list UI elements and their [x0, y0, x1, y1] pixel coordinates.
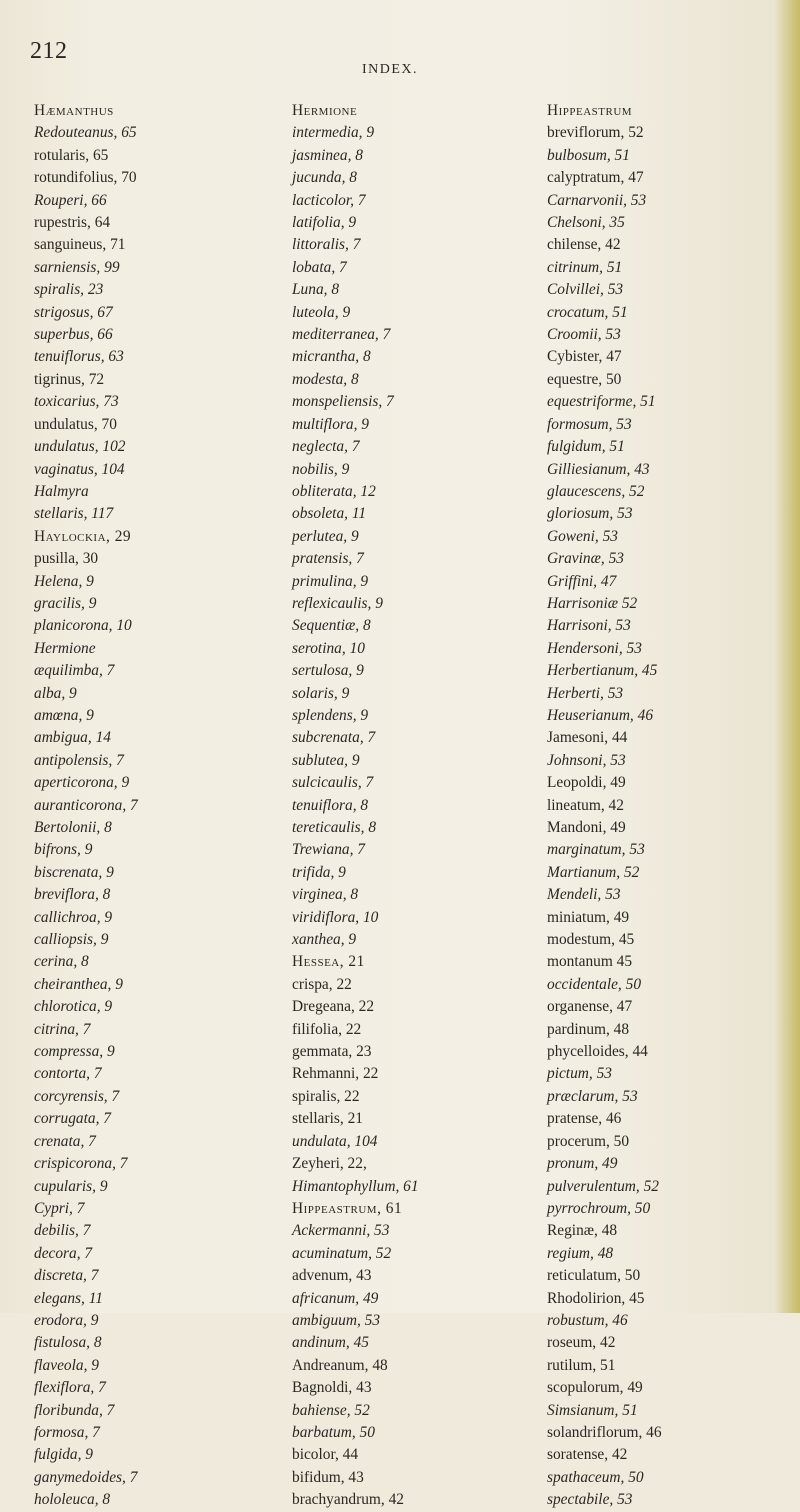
index-entry: spiralis, 23 [34, 281, 104, 299]
index-entry: corrugata, 7 [34, 1110, 111, 1128]
index-entry: chilense, 42 [547, 236, 621, 254]
index-entry: Croomii, 53 [547, 326, 621, 344]
index-entry: calliopsis, 9 [34, 931, 109, 949]
index-entry: gloriosum, 53 [547, 505, 633, 523]
running-head: INDEX. [362, 62, 419, 77]
index-entry: ganymedoides, 7 [34, 1468, 138, 1486]
index-entry: flexiflora, 7 [34, 1379, 106, 1397]
index-entry: Rhodolirion, 45 [547, 1289, 645, 1307]
index-entry: compressa, 9 [34, 1043, 115, 1061]
index-entry: undulatus, 70 [34, 415, 117, 433]
index-entry: fulgida, 9 [34, 1446, 93, 1464]
index-entry: crispicorona, 7 [34, 1155, 128, 1173]
index-entry: subcrenata, 7 [292, 729, 376, 747]
index-entry: rutilum, 51 [547, 1356, 616, 1374]
index-entry: elegans, 11 [34, 1289, 103, 1307]
index-entry: undulatus, 102 [34, 438, 126, 456]
index-entry: rupestris, 64 [34, 214, 111, 232]
index-entry: flaveola, 9 [34, 1356, 99, 1374]
index-entry: Rehmanni, 22 [292, 1065, 379, 1083]
index-entry: Griffini, 47 [547, 572, 617, 590]
index-entry: callichroa, 9 [34, 908, 113, 926]
index-entry: æquilimba, 7 [34, 662, 115, 680]
index-entry: cupularis, 9 [34, 1177, 108, 1195]
index-entry: Hermione [34, 639, 96, 657]
index-entry: miniatum, 49 [547, 908, 630, 926]
index-entry: Herberti, 53 [547, 684, 624, 702]
index-entry: rotularis, 65 [34, 146, 109, 164]
index-entry: Halmyra [34, 482, 89, 500]
index-entry: Himantophyllum, 61 [292, 1177, 419, 1195]
index-entry: pronum, 49 [547, 1155, 618, 1173]
index-entry: Cypri, 7 [34, 1199, 85, 1217]
index-entry: corcyrensis, 7 [34, 1087, 120, 1105]
index-entry: Herbertianum, 45 [547, 662, 658, 680]
index-column-1 [34, 100, 264, 1512]
index-entry: sulcicaulis, 7 [292, 774, 374, 792]
index-entry: acuminatum, 52 [292, 1244, 392, 1262]
index-entry: toxicarius, 73 [34, 393, 119, 411]
index-entry: Dregeana, 22 [292, 998, 375, 1016]
index-entry: modestum, 45 [547, 931, 635, 949]
index-entry: Rouperi, 66 [34, 191, 107, 209]
index-entry: bulbosum, 51 [547, 146, 630, 164]
index-entry: solandriflorum, 46 [547, 1423, 662, 1441]
index-entry: Mandoni, 49 [547, 819, 626, 836]
index-entry: decora, 7 [34, 1244, 93, 1262]
index-entry: Harrisoni, 53 [547, 617, 631, 635]
index-entry: contorta, 7 [34, 1065, 102, 1083]
index-entry: multiflora, 9 [292, 415, 369, 433]
index-entry: splendens, 9 [292, 706, 369, 724]
index-entry: serotina, 10 [292, 639, 365, 657]
index-entry: bifrons, 9 [34, 841, 93, 859]
index-entry: tigrinus, 72 [34, 370, 105, 388]
index-entry: rotundifolius, 70 [34, 169, 137, 187]
index-entry: calyptratum, 47 [547, 169, 644, 187]
index-entry: Simsianum, 51 [547, 1401, 638, 1419]
index-entry: primulina, 9 [292, 572, 369, 590]
index-entry: phycelloides, 44 [547, 1043, 648, 1061]
index-entry: Harrisoniæ 52 [547, 594, 638, 612]
index-entry: africanum, 49 [292, 1289, 379, 1307]
index-entry: littoralis, 7 [292, 236, 361, 254]
index-entry: ambigua, 14 [34, 729, 111, 747]
index-entry: Jamesoni, 44 [547, 729, 628, 747]
index-heading: Haylockia, 29 [34, 527, 132, 545]
index-entry: discreta, 7 [34, 1267, 99, 1285]
index-entry: pardinum, 48 [547, 1020, 630, 1038]
index-entry: breviflorum, 52 [547, 124, 644, 142]
index-entry: gracilis, 9 [34, 594, 97, 612]
index-entry: jasminea, 8 [292, 146, 363, 164]
index-entry: equestriforme, 51 [547, 393, 656, 411]
index-entry: xanthea, 9 [292, 931, 357, 949]
index-entry: stellaris, 21 [292, 1110, 363, 1128]
index-entry: erodora, 9 [34, 1311, 99, 1329]
index-entry: Leopoldi, 49 [547, 774, 626, 792]
index-entry: lineatum, 42 [547, 796, 624, 814]
index-entry: hololeuca, 8 [34, 1491, 111, 1509]
index-entry: bicolor, 44 [292, 1446, 359, 1464]
index-entry: cheiranthea, 9 [34, 975, 123, 993]
index-entry: chlorotica, 9 [34, 998, 113, 1016]
index-entry: perlutea, 9 [292, 527, 359, 545]
index-entry: bahiense, 52 [292, 1401, 370, 1419]
index-entry: lobata, 7 [292, 258, 347, 276]
index-entry: superbus, 66 [34, 326, 113, 344]
index-entry: crocatum, 51 [547, 303, 628, 321]
index-entry: pulverulentum, 52 [547, 1177, 659, 1195]
page-edge [774, 0, 800, 1313]
index-entry: sanguineus, 71 [34, 236, 126, 254]
index-entry: organense, 47 [547, 998, 633, 1016]
index-entry: Mendeli, 53 [547, 886, 621, 904]
index-entry: brachyandrum, 42 [292, 1491, 404, 1509]
index-entry: fistulosa, 8 [34, 1334, 102, 1352]
index-entry: andinum, 45 [292, 1334, 369, 1352]
index-entry: filifolia, 22 [292, 1020, 362, 1038]
index-entry: Heuserianum, 46 [547, 706, 654, 724]
index-entry: biscrenata, 9 [34, 863, 114, 881]
index-entry: micrantha, 8 [292, 348, 371, 366]
index-entry: ambiguum, 53 [292, 1311, 381, 1329]
index-entry: amœna, 9 [34, 706, 94, 724]
index-entry: pratensis, 7 [292, 550, 364, 568]
index-entry: Luna, 8 [292, 281, 340, 299]
index-entry: sertulosa, 9 [292, 662, 364, 680]
index-entry: pyrrochroum, 50 [547, 1199, 651, 1217]
index-entry: robustum, 46 [547, 1311, 628, 1329]
index-entry: tereticaulis, 8 [292, 819, 377, 836]
page-number: 212 [30, 38, 68, 64]
index-entry: virginea, 8 [292, 886, 359, 904]
index-entry: Martianum, 52 [547, 863, 640, 881]
index-entry: tenuiflorus, 63 [34, 348, 124, 366]
index-entry: pusilla, 30 [34, 550, 99, 568]
index-entry: equestre, 50 [547, 370, 622, 388]
index-entry: cerina, 8 [34, 953, 89, 971]
index-heading: Hippeastrum [547, 102, 633, 119]
index-entry: præclarum, 53 [547, 1087, 638, 1105]
index-entry: procerum, 50 [547, 1132, 630, 1150]
index-entry: jucunda, 8 [292, 169, 357, 187]
index-entry: Hendersoni, 53 [547, 639, 642, 657]
index-entry: antipolensis, 7 [34, 751, 124, 769]
index-entry: alba, 9 [34, 684, 77, 702]
index-entry: trifida, 9 [292, 863, 346, 881]
index-entry: scopulorum, 49 [547, 1379, 643, 1397]
index-entry: Redouteanus, 65 [34, 124, 137, 142]
index-entry: Trewiana, 7 [292, 841, 365, 859]
index-entry: Cybister, 47 [547, 348, 622, 366]
index-entry: formosa, 7 [34, 1423, 100, 1441]
index-entry: stellaris, 117 [34, 505, 114, 523]
index-entry: regium, 48 [547, 1244, 614, 1262]
index-entry: Sequentiæ, 8 [292, 617, 371, 635]
index-entry: montanum 45 [547, 953, 633, 971]
index-entry: sarniensis, 99 [34, 258, 120, 276]
index-entry: Bagnoldi, 43 [292, 1379, 372, 1397]
index-entry: marginatum, 53 [547, 841, 645, 859]
index-entry: modesta, 8 [292, 370, 359, 388]
index-entry: auranticorona, 7 [34, 796, 138, 814]
index-entry: Andreanum, 48 [292, 1356, 388, 1374]
index-entry: spathaceum, 50 [547, 1468, 644, 1486]
index-entry: spectabile, 53 [547, 1491, 633, 1509]
index-entry: Gilliesianum, 43 [547, 460, 650, 478]
index-entry: Helena, 9 [34, 572, 94, 590]
index-entry: Reginæ, 48 [547, 1222, 618, 1240]
index-entry: Gravinæ, 53 [547, 550, 624, 568]
index-entry: soratense, 42 [547, 1446, 628, 1464]
index-entry: floribunda, 7 [34, 1401, 115, 1419]
index-heading: Hippeastrum, 61 [292, 1199, 403, 1217]
index-entry: Bertolonii, 8 [34, 819, 112, 836]
index-entry: Colvillei, 53 [547, 281, 624, 299]
index-entry: tenuiflora, 8 [292, 796, 369, 814]
index-entry: pictum, 53 [547, 1065, 612, 1083]
index-entry: Zeyheri, 22, [292, 1155, 367, 1173]
index-entry: undulata, 104 [292, 1132, 378, 1150]
index-heading: Hæmanthus [34, 102, 114, 119]
index-entry: breviflora, 8 [34, 886, 111, 904]
index-entry: crispa, 22 [292, 975, 352, 993]
index-entry: advenum, 43 [292, 1267, 372, 1285]
index-entry: obliterata, 12 [292, 482, 376, 500]
index-entry: reticulatum, 50 [547, 1267, 641, 1285]
index-entry: roseum, 42 [547, 1334, 616, 1352]
index-entry: citrinum, 51 [547, 258, 623, 276]
index-entry: strigosus, 67 [34, 303, 113, 321]
index-entry: citrina, 7 [34, 1020, 91, 1038]
index-column-2 [292, 100, 522, 1512]
index-entry: formosum, 53 [547, 415, 632, 433]
index-entry: intermedia, 9 [292, 124, 375, 142]
index-entry: glaucescens, 52 [547, 482, 645, 500]
index-entry: viridiflora, 10 [292, 908, 379, 926]
index-entry: latifolia, 9 [292, 214, 357, 232]
index-entry: neglecta, 7 [292, 438, 360, 456]
index-entry: gemmata, 23 [292, 1043, 372, 1061]
index-entry: Johnsoni, 53 [547, 751, 626, 769]
index-entry: solaris, 9 [292, 684, 350, 702]
index-entry: monspeliensis, 7 [292, 393, 394, 411]
index-heading: Hermione [292, 102, 358, 119]
index-entry: luteola, 9 [292, 303, 351, 321]
index-entry: crenata, 7 [34, 1132, 96, 1150]
index-entry: aperticorona, 9 [34, 774, 130, 792]
index-entry: spiralis, 22 [292, 1087, 360, 1105]
index-entry: fulgidum, 51 [547, 438, 625, 456]
index-entry: bifidum, 43 [292, 1468, 364, 1486]
index-entry: sublutea, 9 [292, 751, 360, 769]
index-column-3 [547, 100, 777, 1512]
index-entry: nobilis, 9 [292, 460, 350, 478]
index-entry: vaginatus, 104 [34, 460, 125, 478]
index-entry: barbatum, 50 [292, 1423, 375, 1441]
index-entry: reflexicaulis, 9 [292, 594, 383, 612]
index-entry: planicorona, 10 [34, 617, 132, 635]
index-entry: Ackermanni, 53 [292, 1222, 390, 1240]
index-entry: occidentale, 50 [547, 975, 642, 993]
index-heading: Hessea, 21 [292, 953, 365, 971]
index-entry: lacticolor, 7 [292, 191, 366, 209]
index-entry: pratense, 46 [547, 1110, 622, 1128]
index-entry: Carnarvonii, 53 [547, 191, 647, 209]
index-entry: mediterranea, 7 [292, 326, 391, 344]
index-entry: Goweni, 53 [547, 527, 618, 545]
index-entry: Chelsoni, 35 [547, 214, 625, 232]
index-entry: obsoleta, 11 [292, 505, 367, 523]
index-entry: debilis, 7 [34, 1222, 91, 1240]
